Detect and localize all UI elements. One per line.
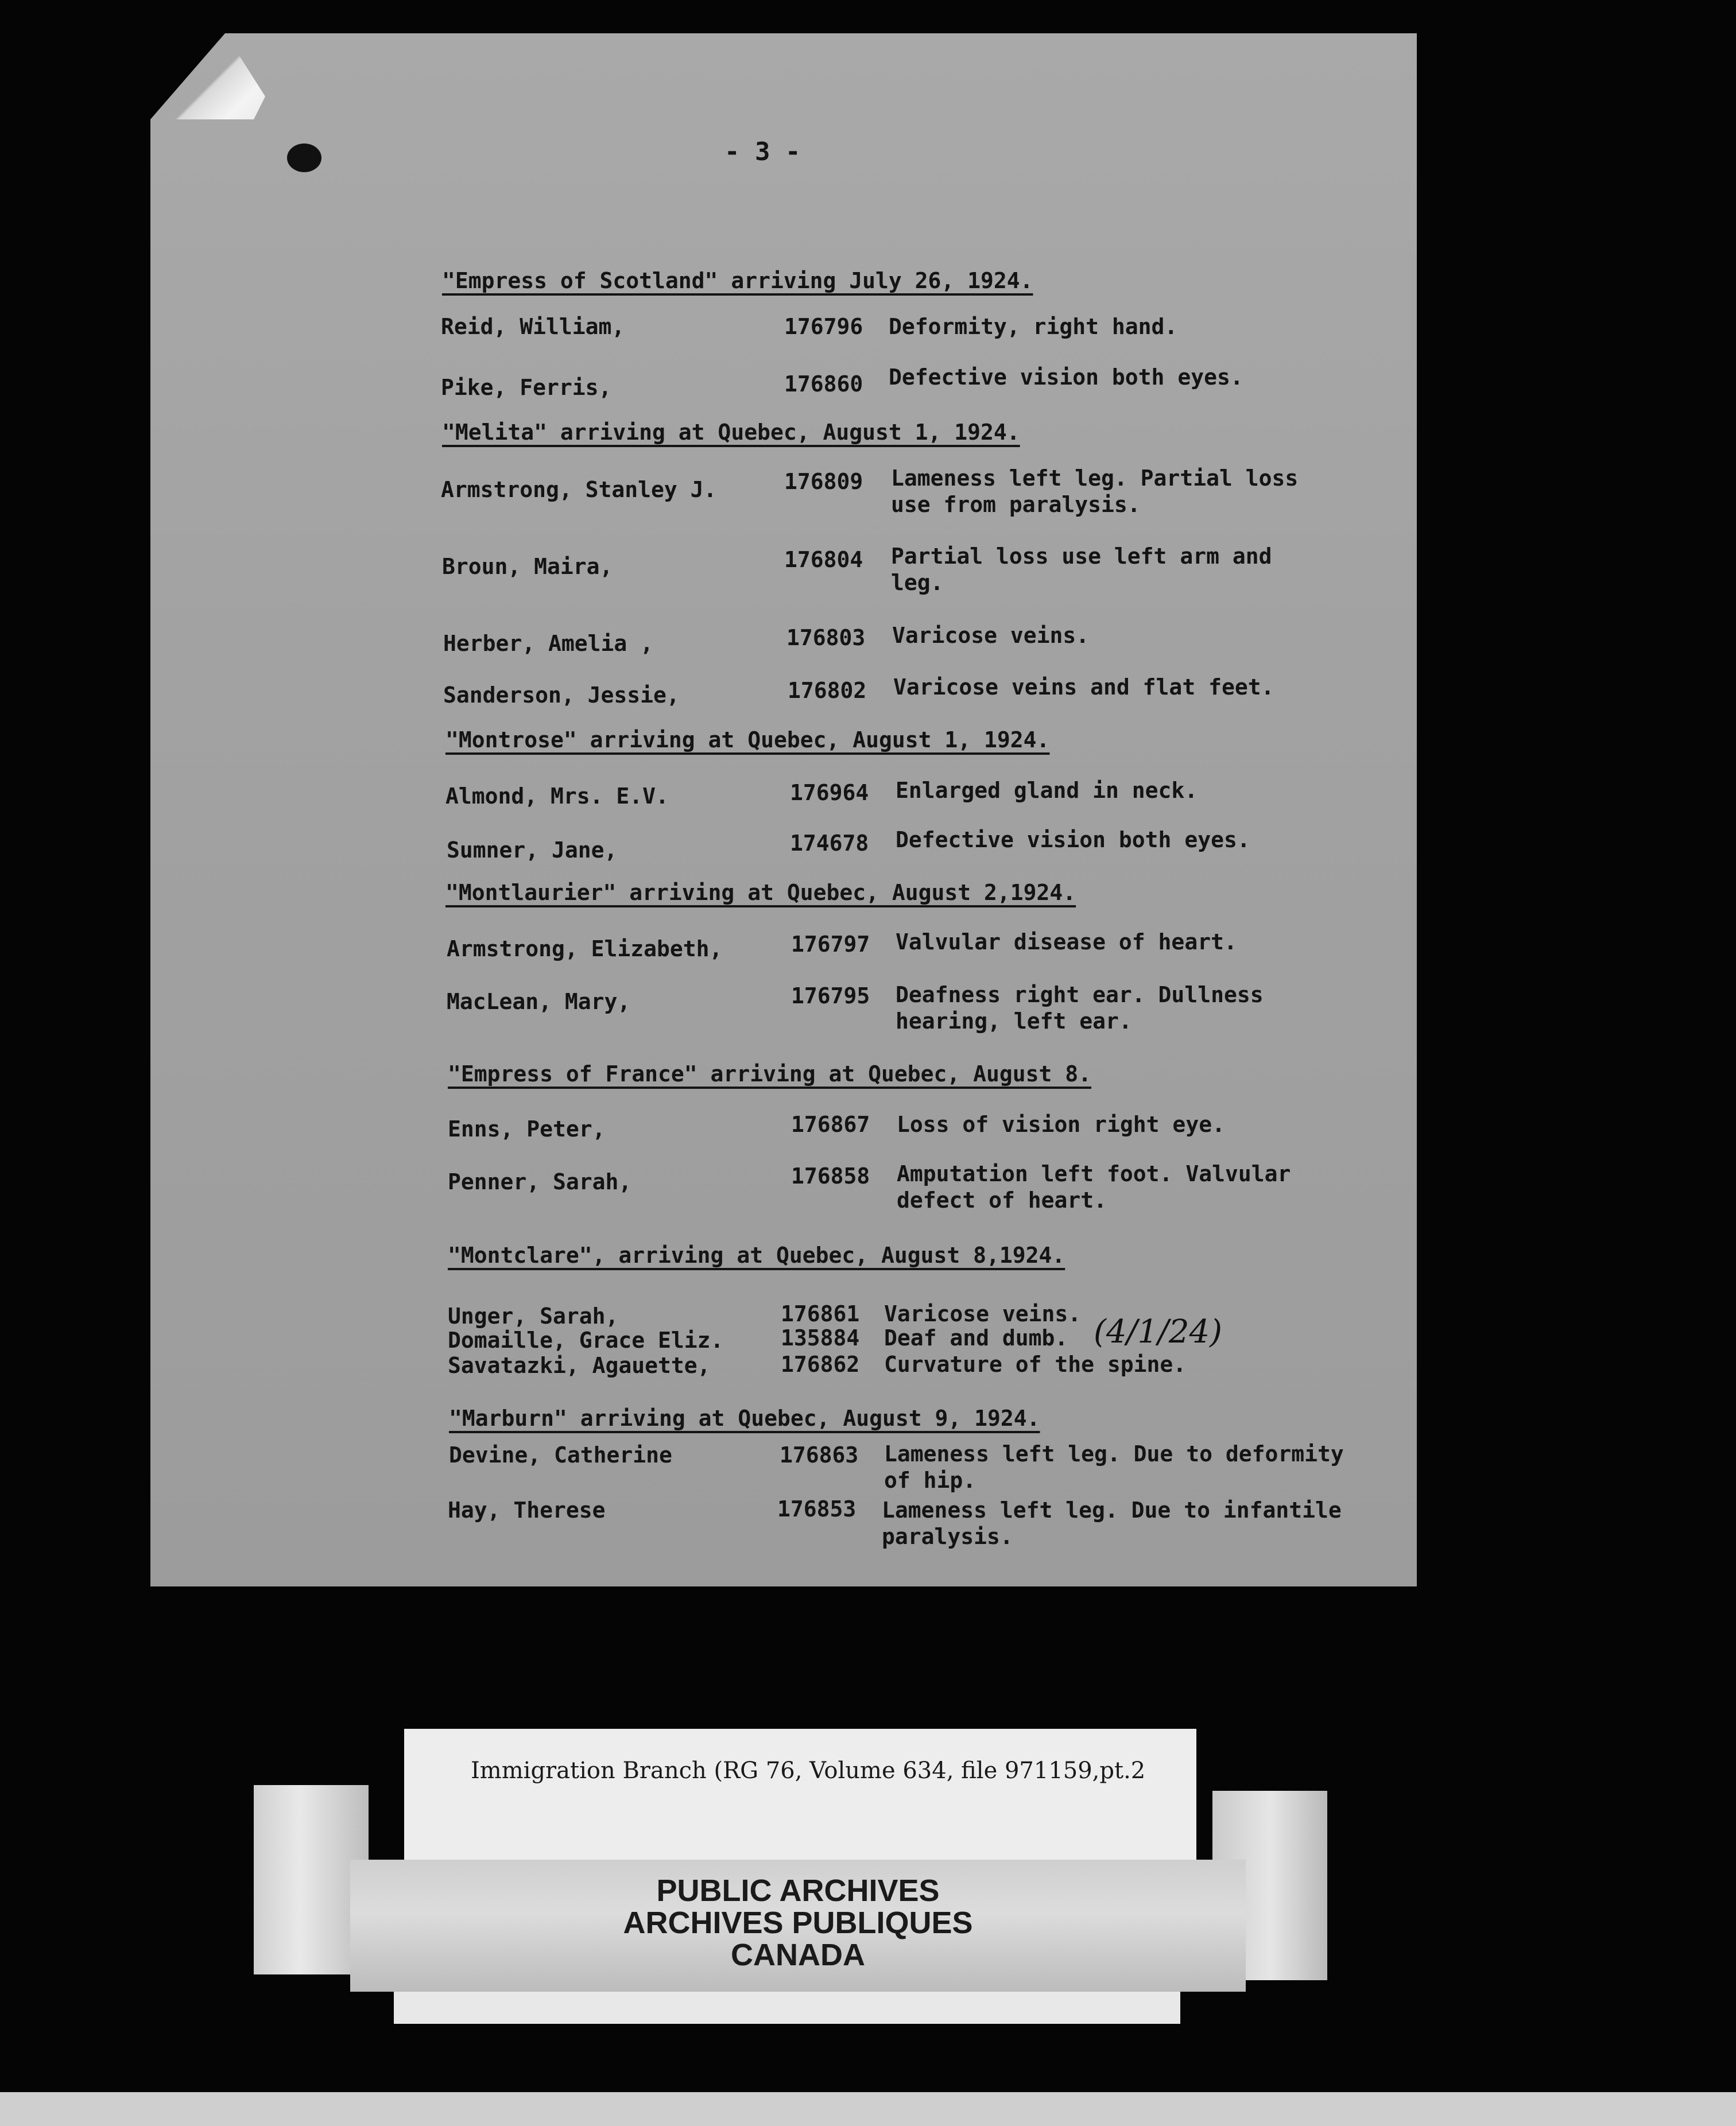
entry-description: Valvular disease of heart. <box>896 929 1237 955</box>
entry-file-number: 176867 <box>791 1112 870 1137</box>
entry-description: Amputation left foot. Valvular defect of heart. <box>897 1161 1291 1213</box>
stamp-line: PUBLIC ARCHIVES <box>656 1873 940 1908</box>
punch-hole <box>287 143 321 172</box>
ship-heading: "Empress of France" arriving at Quebec, August 8. <box>448 1061 1092 1087</box>
entry-file-number: 176860 <box>784 371 863 397</box>
entry-description: Enlarged gland in neck. <box>896 778 1198 803</box>
entry-description: Varicose veins. <box>892 623 1090 648</box>
entry-name: Domaille, Grace Eliz. <box>448 1328 724 1353</box>
entry-name: Hay, Therese <box>448 1497 606 1523</box>
entry-name: Sanderson, Jessie, <box>443 682 680 708</box>
entry-description: Defective vision both eyes. <box>896 827 1250 852</box>
entry-file-number: 176862 <box>781 1352 860 1377</box>
entry-file-number: 176861 <box>781 1301 860 1326</box>
entry-name: Armstrong, Elizabeth, <box>447 936 723 961</box>
entry-description: Lameness left leg. Due to deformity of hip. <box>884 1441 1344 1493</box>
stamp-line: CANADA <box>731 1938 865 1972</box>
handwritten-note: (4/1/24) <box>1094 1313 1222 1351</box>
entry-file-number: 176809 <box>784 469 863 494</box>
entry-file-number: 176803 <box>786 625 866 650</box>
entry-name: Penner, Sarah, <box>448 1169 632 1194</box>
entry-file-number: 176796 <box>784 314 863 339</box>
ship-heading: "Montrose" arriving at Quebec, August 1, 1924. <box>445 727 1050 752</box>
entry-name: Almond, Mrs. E.V. <box>445 783 669 809</box>
ship-heading: "Empress of Scotland" arriving July 26, 1924. <box>442 268 1033 293</box>
entry-name: Sumner, Jane, <box>447 837 618 863</box>
entry-description: Lameness left leg. Due to infantile paralysis. <box>882 1497 1342 1549</box>
entry-name: Devine, Catherine <box>449 1442 672 1468</box>
stamp-line: ARCHIVES PUBLIQUES <box>623 1906 973 1940</box>
entry-file-number: 176858 <box>791 1163 870 1189</box>
ship-heading: "Montlaurier" arriving at Quebec, August 2,1924. <box>445 880 1076 905</box>
entry-name: MacLean, Mary, <box>447 989 631 1014</box>
entry-name: Broun, Maira, <box>442 554 613 579</box>
entry-file-number: 176853 <box>777 1496 857 1522</box>
entry-name: Savatazki, Agauette, <box>448 1353 711 1378</box>
page-number: - 3 - <box>724 137 801 166</box>
entry-file-number: 176802 <box>788 678 867 703</box>
entry-name: Herber, Amelia , <box>443 631 654 656</box>
entry-description: Partial loss use left arm and leg. <box>891 544 1272 595</box>
entry-description: Curvature of the spine. <box>884 1352 1187 1377</box>
entry-description: Varicose veins. <box>884 1301 1082 1326</box>
entry-name: Unger, Sarah, <box>448 1303 619 1329</box>
entry-file-number: 174678 <box>790 831 869 856</box>
entry-name: Reid, William, <box>441 314 625 339</box>
entry-name: Armstrong, Stanley J. <box>441 477 717 502</box>
entry-description: Loss of vision right eye. <box>897 1112 1225 1137</box>
entry-file-number: 176797 <box>791 932 870 957</box>
film-edge <box>0 2092 1736 2126</box>
entry-file-number: 135884 <box>781 1325 860 1351</box>
entry-description: Varicose veins and flat feet. <box>893 674 1274 700</box>
entry-description: Lameness left leg. Partial loss use from paralysis. <box>891 465 1299 517</box>
entry-description: Defective vision both eyes. <box>889 364 1243 390</box>
ship-heading: "Marburn" arriving at Quebec, August 9, 1924. <box>449 1406 1040 1431</box>
entry-description: Deafness right ear. Dullness hearing, left ear. <box>896 982 1264 1034</box>
entry-description: Deformity, right hand. <box>889 314 1178 339</box>
entry-file-number: 176964 <box>790 780 869 805</box>
reference-text: Immigration Branch (RG 76, Volume 634, file 971159,pt.2 <box>471 1758 1146 1784</box>
entry-file-number: 176795 <box>791 983 870 1008</box>
archive-stamp <box>563 1875 1033 1971</box>
reference-label <box>404 1729 1196 1864</box>
entry-file-number: 176863 <box>780 1442 859 1468</box>
ship-heading: "Montclare", arriving at Quebec, August 8,1924. <box>448 1243 1065 1268</box>
entry-name: Pike, Ferris, <box>441 375 612 400</box>
entry-description: Deaf and dumb. <box>884 1325 1068 1351</box>
entry-name: Enns, Peter, <box>448 1116 606 1142</box>
ship-heading: "Melita" arriving at Quebec, August 1, 1924. <box>442 420 1020 445</box>
entry-file-number: 176804 <box>784 547 863 572</box>
